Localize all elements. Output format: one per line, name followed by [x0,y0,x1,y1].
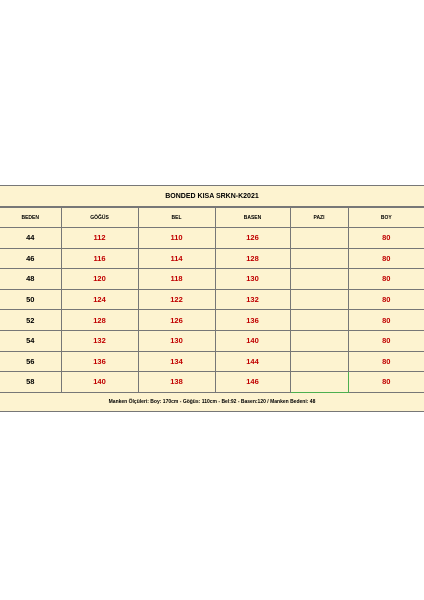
cell-gogus: 140 [61,372,138,393]
size-table [0,207,424,393]
cell-gogus: 116 [61,248,138,269]
header-bel: BEL [138,208,215,228]
header-basen: BASEN [215,208,290,228]
cell-gogus: 112 [61,228,138,249]
cell-bel: 114 [138,248,215,269]
cell-boy: 80 [348,228,424,249]
cell-gogus: 128 [61,310,138,331]
header-gogus: GÖĞÜS [61,208,138,228]
cell-pazi [290,289,348,310]
cell-boy: 80 [348,269,424,290]
size-chart [0,185,424,412]
cell-basen: 136 [215,310,290,331]
cell-basen: 128 [215,248,290,269]
cell-bel: 118 [138,269,215,290]
chart-title: BONDED KISA SRKN-K2021 [0,185,424,207]
cell-bel: 130 [138,330,215,351]
cell-gogus: 124 [61,289,138,310]
table-row [0,228,424,249]
cell-basen: 146 [215,372,290,393]
header-row [0,208,424,228]
cell-pazi [290,351,348,372]
table-row [0,310,424,331]
table-row [0,351,424,372]
header-boy: BOY [348,208,424,228]
cell-beden: 52 [0,310,61,331]
cell-bel: 134 [138,351,215,372]
cell-beden: 58 [0,372,61,393]
cell-boy: 80 [348,351,424,372]
cell-basen: 132 [215,289,290,310]
cell-beden: 48 [0,269,61,290]
model-measurements-note: Manken Ölçüleri: Boy: 170cm - Göğüs: 110cm - Bel:92 - Basen:120 / Manken Bedeni: 48 [0,392,424,412]
cell-gogus: 132 [61,330,138,351]
cell-beden: 56 [0,351,61,372]
table-row [0,330,424,351]
cell-pazi-selected [290,372,348,393]
cell-pazi [290,310,348,331]
cell-boy: 80 [348,330,424,351]
header-beden: BEDEN [0,208,61,228]
cell-beden: 44 [0,228,61,249]
table-row [0,289,424,310]
table-row [0,269,424,290]
cell-bel: 138 [138,372,215,393]
cell-gogus: 120 [61,269,138,290]
cell-bel: 126 [138,310,215,331]
cell-basen: 140 [215,330,290,351]
cell-beden: 54 [0,330,61,351]
cell-pazi [290,248,348,269]
cell-boy: 80 [348,289,424,310]
cell-boy: 80 [348,310,424,331]
cell-bel: 122 [138,289,215,310]
table-row [0,248,424,269]
cell-basen: 130 [215,269,290,290]
cell-boy: 80 [348,248,424,269]
cell-pazi [290,269,348,290]
cell-basen: 126 [215,228,290,249]
cell-beden: 50 [0,289,61,310]
cell-gogus: 136 [61,351,138,372]
cell-beden: 46 [0,248,61,269]
cell-bel: 110 [138,228,215,249]
cell-basen: 144 [215,351,290,372]
cell-pazi [290,330,348,351]
cell-pazi [290,228,348,249]
cell-boy: 80 [348,372,424,393]
table-row [0,372,424,393]
header-pazi: PAZI [290,208,348,228]
